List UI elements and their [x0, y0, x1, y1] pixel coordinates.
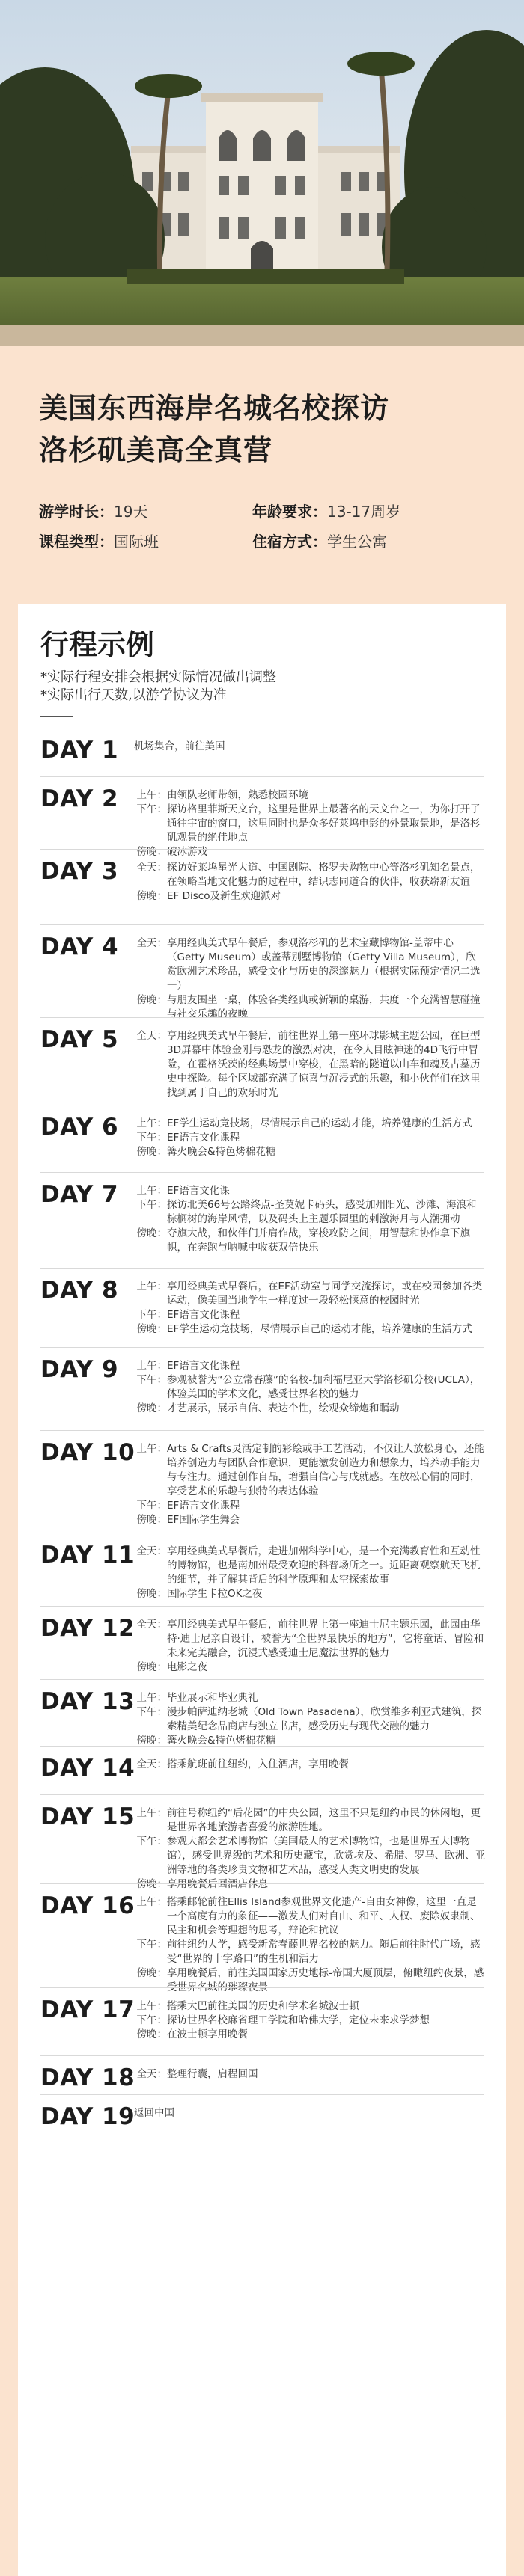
- schedule-row: [134, 1618, 486, 1660]
- program-title: [39, 387, 503, 471]
- schedule-time: 下午：: [136, 1836, 167, 1847]
- schedule-time: 上午：: [136, 1896, 167, 1908]
- day-label: DAY 10: [40, 1439, 135, 1466]
- schedule-activity: 篝火晚会&特色烤棉花糖: [167, 1146, 276, 1158]
- meta-accommodation: 住宿方式： 学生公寓: [252, 532, 387, 551]
- schedule-activity: 享用经典美式早餐后，走进加州科学中心，是一个充满教育性和互动性的博物馆，也是南加州最受欢迎的科普场所之一。近距离观察航天飞机的细节，并了解其背后的科学原理和太空探索故事: [167, 1545, 481, 1586]
- schedule-time: 全天：: [136, 1030, 167, 1042]
- schedule-activity: EF语言文化课程: [167, 1309, 240, 1321]
- day-schedule: [134, 1117, 486, 1159]
- day-schedule: [134, 2067, 486, 2082]
- day-schedule: [134, 2106, 486, 2120]
- day-schedule: [134, 1442, 486, 1527]
- day-label: DAY 5: [40, 1026, 119, 1053]
- schedule-activity: 搭乘邮轮前往Ellis Island参观世界文化遗产-自由女神像，这里一直是一个高度有力的象征——激发人们对自由、和平、人权、废除奴隶制、民主和机会等理想的思考，辩论和抗议: [167, 1896, 481, 1936]
- schedule-activity: 由领队老师带领，熟悉校园环境: [167, 789, 308, 801]
- schedule-activity: 夺旗大战，和伙伴们并肩作战，穿梭攻防之间，用智慧和协作拿下旗帜，在奔跑与呐喊中收获双倍快乐: [167, 1227, 470, 1254]
- schedule-row: [134, 740, 486, 754]
- schedule-activity: EF语言文化课程: [167, 1132, 240, 1144]
- schedule-row: [134, 1442, 486, 1499]
- campus-photo: [0, 0, 524, 346]
- day-divider: [40, 1268, 484, 1269]
- schedule-time: 傍晚：: [136, 1227, 167, 1239]
- program-meta: [39, 495, 488, 555]
- schedule-time: 全天：: [136, 2068, 167, 2080]
- day-divider: [40, 1679, 484, 1680]
- schedule-row: [134, 861, 486, 889]
- schedule-time: 上午：: [136, 1281, 167, 1292]
- schedule-row: [134, 1131, 486, 1145]
- day-label: DAY 13: [40, 1688, 135, 1715]
- schedule-row: [134, 1184, 486, 1198]
- schedule-time: 全天：: [136, 862, 167, 874]
- schedule-time: 全天：: [136, 1758, 167, 1770]
- day-divider: [40, 924, 484, 925]
- day-label: DAY 11: [40, 1542, 135, 1568]
- itinerary-note: *实际行程安排会根据实际情况做出调整: [40, 669, 276, 685]
- day-schedule: [134, 1280, 486, 1337]
- schedule-time: 傍晚：: [136, 1588, 167, 1600]
- program-header: [0, 346, 524, 604]
- itinerary-note: *实际出行天数,以游学协议为准: [40, 687, 227, 703]
- schedule-activity: 漫步帕萨迪纳老城（Old Town Pasadena），欣赏维多利亚式建筑，探索精美纪念品商店与独立书店，感受历史与现代交融的魅力: [167, 1706, 482, 1732]
- day-label: DAY 7: [40, 1181, 119, 1208]
- schedule-row: [134, 1359, 486, 1373]
- schedule-time: 傍晚：: [136, 890, 167, 902]
- schedule-activity: 电影之夜: [167, 1661, 207, 1673]
- schedule-activity: 享用晚餐后，前往美国国家历史地标-帝国大厦顶层，俯瞰纽约夜景，感受世界名城的璀璨夜景: [167, 1967, 484, 1993]
- schedule-row: [134, 1895, 486, 1938]
- schedule-row: [134, 889, 486, 904]
- day-schedule: [134, 1359, 486, 1416]
- day-divider: [40, 1172, 484, 1173]
- schedule-row: [134, 1308, 486, 1322]
- schedule-row: [134, 2106, 486, 2120]
- schedule-activity: EF语言文化课程: [167, 1360, 240, 1372]
- day-divider: [40, 2094, 484, 2095]
- schedule-row: [134, 803, 486, 845]
- schedule-activity: 探访格里菲斯天文台，这里是世界上最著名的天文台之一，为你打开了通往宇宙的窗口，这里同时也是众多好莱坞电影的外景取景地，是洛杉矶观景的绝佳地点: [167, 803, 481, 844]
- schedule-activity: 返回中国: [134, 2107, 174, 2119]
- schedule-time: 傍晚：: [136, 1402, 167, 1414]
- schedule-time: 傍晚：: [136, 1878, 167, 1890]
- schedule-row: [134, 1280, 486, 1308]
- schedule-time: 下午：: [136, 803, 167, 815]
- day-divider: [40, 849, 484, 850]
- schedule-time: 下午：: [136, 1132, 167, 1144]
- schedule-time: 傍晚：: [136, 1323, 167, 1335]
- schedule-row: [134, 2067, 486, 2082]
- program-title-line-1: 美国东西海岸名城名校探访: [39, 392, 390, 425]
- schedule-time: 傍晚：: [136, 846, 167, 858]
- meta-age: 年龄要求： 13-17周岁: [252, 502, 401, 521]
- schedule-time: 下午：: [136, 1309, 167, 1321]
- itinerary-title: 行程示例: [40, 628, 155, 661]
- day-label: DAY 15: [40, 1803, 135, 1830]
- day-divider: [40, 2055, 484, 2056]
- schedule-time: 下午：: [136, 2014, 167, 2026]
- schedule-time: 上午：: [136, 2000, 167, 2012]
- schedule-row: [134, 1145, 486, 1159]
- schedule-row: [134, 1660, 486, 1675]
- day-divider: [40, 1017, 484, 1018]
- day-label: DAY 1: [40, 737, 119, 764]
- schedule-row: [134, 1835, 486, 1877]
- schedule-activity: 搭乘大巴前往美国的历史和学术名城波士顿: [167, 2000, 359, 2012]
- day-label: DAY 4: [40, 933, 119, 960]
- day-schedule: [134, 1999, 486, 2042]
- day-divider: [40, 1883, 484, 1884]
- schedule-row: [134, 1966, 486, 1995]
- day-divider: [40, 1347, 484, 1348]
- schedule-activity: EF学生运动竞技场，尽情展示自己的运动才能，培养健康的生活方式: [167, 1117, 472, 1129]
- schedule-time: 傍晚：: [136, 1735, 167, 1747]
- schedule-activity: 享用晚餐后回酒店休息: [167, 1878, 268, 1890]
- schedule-row: [134, 1999, 486, 2014]
- schedule-activity: 与朋友围坐一桌，体验各类经典或新颖的桌游，共度一个充满智慧碰撞与社交乐趣的夜晚: [167, 994, 481, 1020]
- schedule-time: 上午：: [136, 789, 167, 801]
- schedule-activity: 国际学生卡拉OK之夜: [167, 1588, 263, 1600]
- schedule-time: 傍晚：: [136, 994, 167, 1006]
- schedule-row: [134, 1499, 486, 1513]
- day-label: DAY 19: [40, 2103, 135, 2130]
- day-schedule: [134, 1758, 486, 1772]
- campus-building-illustration: [0, 0, 524, 346]
- schedule-time: 上午：: [136, 1185, 167, 1197]
- schedule-time: 全天：: [136, 937, 167, 949]
- schedule-row: [134, 1322, 486, 1337]
- day-schedule: [134, 1545, 486, 1601]
- schedule-time: 全天：: [136, 1545, 167, 1557]
- schedule-time: 下午：: [136, 1939, 167, 1951]
- divider: [40, 716, 73, 717]
- schedule-time: 傍晚：: [136, 1967, 167, 1979]
- schedule-activity: 前往纽约大学，感受新常春藤世界名校的魅力。随后前往时代广场，感受“世界的十字路口”的生机和活力: [167, 1939, 481, 1965]
- schedule-time: 傍晚：: [136, 1661, 167, 1673]
- itinerary-card: [18, 604, 506, 2576]
- schedule-row: [134, 1705, 486, 1734]
- day-label: DAY 8: [40, 1277, 119, 1304]
- schedule-activity: 参观被誉为“公立常春藤”的名校-加利福尼亚大学洛杉矶分校(UCLA），体验美国的学术文化，感受世界名校的魅力: [167, 1374, 481, 1400]
- schedule-time: 上午：: [136, 1360, 167, 1372]
- day-schedule: [134, 936, 486, 1022]
- schedule-activity: 享用经典美式早午餐后，参观洛杉矶的艺术宝藏博物馆-盖蒂中心（Getty Museum）或盖蒂别墅博物馆（Getty Villa Museum），欣赏欧洲艺术珍品，感受文化与历史的深邃魅力（根据实际预定情况二选一）: [167, 937, 481, 992]
- schedule-time: 傍晚：: [136, 1514, 167, 1526]
- day-schedule: [134, 861, 486, 904]
- schedule-time: 上午：: [136, 1807, 167, 1819]
- day-divider: [40, 1606, 484, 1607]
- day-divider: [40, 1987, 484, 1988]
- schedule-row: [134, 1545, 486, 1587]
- day-divider: [40, 1794, 484, 1795]
- day-label: DAY 2: [40, 785, 119, 812]
- schedule-row: [134, 1373, 486, 1402]
- day-label: DAY 14: [40, 1755, 135, 1782]
- schedule-row: [134, 1029, 486, 1100]
- schedule-time: 下午：: [136, 1706, 167, 1718]
- schedule-time: 上午：: [136, 1117, 167, 1129]
- schedule-time: 上午：: [136, 1443, 167, 1455]
- day-label: DAY 6: [40, 1114, 119, 1141]
- schedule-row: [134, 1587, 486, 1601]
- schedule-activity: EF语言文化课: [167, 1185, 230, 1197]
- schedule-row: [134, 1117, 486, 1131]
- day-schedule: [134, 1618, 486, 1675]
- day-schedule: [134, 740, 486, 754]
- schedule-row: [134, 1227, 486, 1255]
- schedule-row: [134, 1198, 486, 1227]
- schedule-activity: 毕业展示和毕业典礼: [167, 1692, 258, 1704]
- schedule-activity: 探访世界名校麻省理工学院和哈佛大学，定位未来求学梦想: [167, 2014, 430, 2026]
- meta-course-type: 课程类型： 国际班: [39, 532, 159, 551]
- schedule-row: [134, 1691, 486, 1705]
- day-schedule: [134, 1806, 486, 1892]
- schedule-activity: 探访好莱坞星光大道、中国剧院、格罗夫购物中心等洛杉矶知名景点，在领略当地文化魅力的过程中，结识志同道合的伙伴，收获崭新友谊: [167, 862, 481, 888]
- day-schedule: [134, 1691, 486, 1748]
- schedule-activity: EF国际学生舞会: [167, 1514, 240, 1526]
- schedule-row: [134, 788, 486, 803]
- program-title-line-2: 洛杉矶美高全真营: [39, 434, 273, 467]
- schedule-activity: 享用经典美式早午餐后，前往世界上第一座环球影城主题公园，在巨型3D屏幕中体验金刚与恐龙的激烈对决，在令人目眩神迷的4D飞行中冒险，在霍格沃茨的经典场景中穿梭，在黑暗的隧道以山车和魂及古墓历史中探险。每个区域都充满了惊喜与沉浸式的乐趣，和小伙伴们在这里找到属于自己的欢乐时光: [167, 1030, 481, 1099]
- schedule-row: [134, 1402, 486, 1416]
- schedule-row: [134, 845, 486, 859]
- day-divider: [40, 1430, 484, 1431]
- schedule-row: [134, 1877, 486, 1892]
- schedule-activity: 享用经典美式早午餐后，前往世界上第一座迪士尼主题乐园，此园由华特·迪士尼亲自设计，被誉为“全世界最快乐的地方”，它将童话、冒险和未来完美融合，沉浸式感受迪士尼魔法世界的魅力: [167, 1619, 484, 1659]
- schedule-activity: 搭乘航班前往纽约，入住酒店，享用晚餐: [167, 1758, 349, 1770]
- schedule-activity: Arts & Crafts灵活定制的彩绘或手工艺活动，不仅让人放松身心，还能培养创造力与团队合作意识，更能激发创造力和想象力，培养动手能力与专注力。通过创作自品，增强自信心与成就感。在放松心情的同时，享受艺术的乐趣与独特的表达体验: [167, 1443, 484, 1497]
- schedule-activity: 篝火晚会&特色烤棉花糖: [167, 1735, 276, 1747]
- schedule-activity: 破冰游戏: [167, 846, 207, 858]
- schedule-time: 下午：: [136, 1199, 167, 1211]
- schedule-row: [134, 2028, 486, 2042]
- meta-duration: 游学时长： 19天: [39, 502, 148, 521]
- day-label: DAY 12: [40, 1615, 135, 1642]
- day-label: DAY 18: [40, 2064, 135, 2091]
- day-schedule: [134, 1895, 486, 1995]
- schedule-activity: 前往号称纽约“后花园”的中央公园，这里不只是纽约市民的休闲地，更是世界各地旅游者喜爱的旅游胜地。: [167, 1807, 481, 1833]
- schedule-activity: 参观大都会艺术博物馆（美国最大的艺术博物馆，也是世界五大博物馆），感受世界级的艺术和历史藏宝，欣赏埃及、希腊、罗马、欧洲、亚洲等地的各类珍贵文物和艺术品，感受人类文明史的发展: [167, 1836, 486, 1876]
- schedule-activity: 探访北美66号公路终点-圣莫妮卡码头，感受加州阳光、沙滩、海浪和棕榈树的海岸风情，以及码头上主题乐园里的刺激海月与人潮拥动: [167, 1199, 477, 1225]
- day-schedule: [134, 1029, 486, 1100]
- day-label: DAY 16: [40, 1892, 135, 1919]
- schedule-row: [134, 1806, 486, 1835]
- day-divider: [40, 776, 484, 777]
- schedule-time: 傍晚：: [136, 1146, 167, 1158]
- schedule-activity: 机场集合，前往美国: [134, 740, 225, 752]
- schedule-activity: 整理行囊，启程回国: [167, 2068, 258, 2080]
- schedule-time: 下午：: [136, 1374, 167, 1386]
- schedule-activity: 才艺展示，展示自信、表达个性，绘观众缔炮和瞩动: [167, 1402, 400, 1414]
- day-label: DAY 9: [40, 1356, 119, 1383]
- day-label: DAY 17: [40, 1996, 135, 2023]
- schedule-activity: EF语言文化课程: [167, 1500, 240, 1512]
- schedule-row: [134, 936, 486, 993]
- schedule-time: 上午：: [136, 1692, 167, 1704]
- schedule-time: 傍晚：: [136, 2028, 167, 2040]
- day-schedule: [134, 1184, 486, 1255]
- schedule-activity: 在波士顿享用晚餐: [167, 2028, 248, 2040]
- schedule-activity: 享用经典美式早餐后，在EF活动室与同学交流探讨，或在校园参加各类运动，像美国当地学生一样度过一段轻松惬意的校园时光: [167, 1281, 483, 1307]
- day-divider: [40, 1746, 484, 1747]
- schedule-time: 下午：: [136, 1500, 167, 1512]
- schedule-row: [134, 2014, 486, 2028]
- schedule-time: 全天：: [136, 1619, 167, 1631]
- schedule-activity: EF Disco及新生欢迎派对: [167, 890, 281, 902]
- schedule-row: [134, 1758, 486, 1772]
- schedule-row: [134, 1938, 486, 1966]
- day-label: DAY 3: [40, 858, 119, 885]
- schedule-activity: EF学生运动竞技场，尽情展示自己的运动才能，培养健康的生活方式: [167, 1323, 472, 1335]
- schedule-row: [134, 1513, 486, 1527]
